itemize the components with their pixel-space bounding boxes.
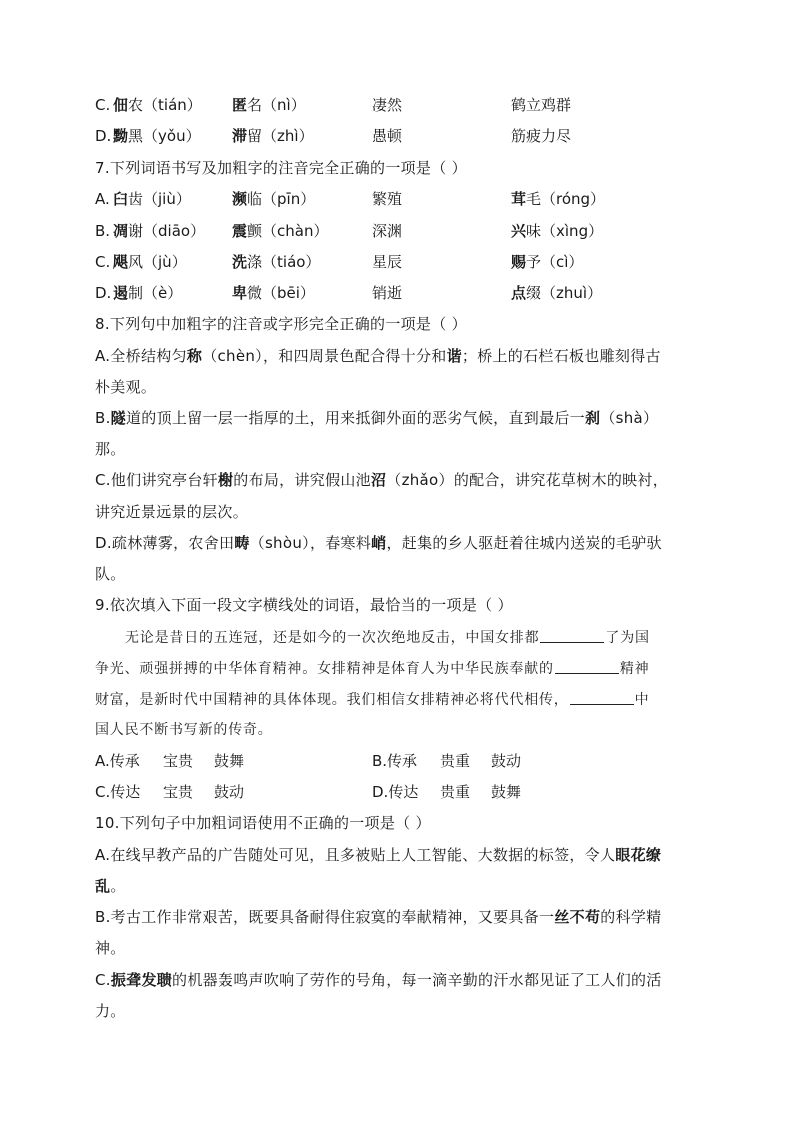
bold-char: 黝 — [113, 127, 129, 145]
bold-char: 凋 — [113, 222, 129, 240]
q10-option-b-cont: 神。 — [95, 939, 126, 957]
q9-stem: 9.依次填入下面一段文字横线处的词语，最恰当的一项是（ ） — [95, 596, 513, 614]
q8-option-d-cont: 队。 — [95, 565, 126, 583]
fill-blank — [570, 690, 634, 705]
bold-char: 匿 — [232, 96, 248, 114]
passage-line: 国人民不断书写新的传奇。 — [95, 722, 273, 738]
passage-line: 财富，是新时代中国精神的具体体现。我们相信女排精神必将代代相传， 中 — [95, 692, 650, 708]
bold-char: 卑 — [232, 284, 248, 302]
q8-option-b-cont: 那。 — [95, 440, 126, 458]
q8-stem: 8.下列句中加粗字的注音或字形完全正确的一项是（ ） — [95, 315, 467, 333]
bold-char: 畴 — [234, 534, 250, 552]
bold-phrase: 乱 — [95, 877, 111, 895]
q8-option-b: B.隧道的顶上留一层一指厚的土，用来抵御外面的恶劣气候，直到最后一刹（shà） — [95, 409, 659, 427]
bold-char: 峭 — [371, 534, 387, 552]
exam-page: C. 佃农（tián） 匿名（nì） 凄然 鹤立鸡群 D. 黝黑（yǒu） 滞留（zhì） 愚顿 筋疲力尽 7.下列词语书写及加粗字的注音完全正确的一项是（ ） A. 臼齿（jiù） 濒临（pīn） 繁殖 茸毛（róng） B. 凋谢（diāo） 震颤（chàn） 深渊 兴味（xìng） C. 飓风（jù） 洗涤（tiáo） 星辰 赐予（cì） D. 遏制（è） 卑微（bēi） 销逝 点缀（zhuì） 8.下列句中加粗字的注音或字形完全正确的一项是（ ） A.全桥结构匀称（chèn），和四周景色配合得十分和谐；桥上的石栏石板也雕刻得古 朴美观。 B.隧道的顶上留一层一指厚的土，用来抵御外面的恶劣气候，直到最后一刹（shà） 那。 C.他们讲究亭台轩榭的布局，讲究假山池沼（zhǎo）的配合，讲究花草树木的映衬， 讲究近景远景的层次。 D.疏林薄雾，农舍田畴（shòu），春寒料峭，赶集的乡人驱赶着往城内送炭的毛驴驮 队。 9.依次填入下面一段文字横线处的词语，最恰当的一项是（ ） 无论是昔日的五连冠，还是如今的一次次绝地反击，中国女排都 了为国 争光、顽强拼搏的中华体育精神。女排精神是体育人为中华民族奉献的 精神 财富，是新时代中国精神的具体体现。我们相信女排精神必将代代相传， 中 国人民不断书写新的传奇。 A.传承 宝贵 鼓舞 B.传承 贵重 鼓动 C.传达 宝贵 鼓动 D.传达 贵重 鼓舞 10.下列句子中加粗词语使用不正确的一项是（ ） A.在线早教产品的广告随处可见，且多被贴上人工智能、大数据的标签，令人眼花缭 乱。 B.考古工作非常艰苦，既要具备耐得住寂寞的奉献精神，又要具备一丝不苟的科学精 神。 C.振聋发聩的机器轰鸣声吹响了劳作的号角，每一滴辛勤的汗水都见证了工人们的活 力。 — [95, 96, 669, 1020]
bold-char: 洗 — [232, 253, 248, 271]
bold-char: 遏 — [113, 284, 129, 302]
bold-char: 称 — [186, 347, 203, 365]
q8-option-c: C.他们讲究亭台轩榭的布局，讲究假山池沼（zhǎo）的配合，讲究花草树木的映衬， — [95, 471, 669, 489]
bold-char: 谐 — [446, 347, 462, 365]
q10-option-a-cont: 乱。 — [95, 877, 126, 895]
q8-option-a-cont: 朴美观。 — [95, 378, 157, 396]
q10-stem: 10.下列句子中加粗词语使用不正确的一项是（ ） — [95, 814, 431, 832]
bold-char: 震 — [232, 222, 248, 240]
bold-char: 滞 — [232, 127, 248, 145]
q7-stem: 7.下列词语书写及加粗字的注音完全正确的一项是（ ） — [95, 159, 467, 177]
fill-blank — [540, 628, 604, 643]
q8-option-d: D.疏林薄雾，农舍田畴（shòu），春寒料峭，赶集的乡人驱赶着往城内送炭的毛驴驮 — [95, 534, 662, 552]
bold-char: 榭 — [217, 471, 234, 489]
q10-option-b: B.考古工作非常艰苦，既要具备耐得住寂寞的奉献精神，又要具备一丝不苟的科学精 — [95, 908, 662, 926]
passage-line: 争光、顽强拼搏的中华体育精神。女排精神是体育人为中华民族奉献的 精神 — [95, 661, 650, 677]
bold-char: 濒 — [232, 190, 248, 208]
bold-phrase: 丝不苟 — [554, 908, 601, 926]
q10-option-c: C.振聋发聩的机器轰鸣声吹响了劳作的号角，每一滴辛勤的汗水都见证了工人们的活 — [95, 971, 662, 989]
bold-char: 佃 — [113, 96, 129, 114]
bold-char: 点 — [511, 284, 527, 302]
bold-char: 茸 — [511, 190, 527, 208]
q10-option-c-cont: 力。 — [95, 1002, 126, 1020]
bold-char: 沼 — [370, 471, 387, 489]
passage-line: 无论是昔日的五连冠，还是如今的一次次绝地反击，中国女排都 了为国 — [125, 630, 650, 646]
bold-phrase: 眼花缭 — [615, 846, 662, 864]
bold-char: 臼 — [113, 190, 129, 208]
bold-char: 刹 — [585, 409, 601, 427]
fill-blank — [555, 659, 619, 674]
bold-char: 飓 — [113, 253, 129, 271]
q8-option-c-cont: 讲究近景远景的层次。 — [95, 503, 249, 521]
q10-option-a: A.在线早教产品的广告随处可见，且多被贴上人工智能、大数据的标签，令人眼花缭 — [95, 846, 662, 864]
bold-phrase: 振聋发聩 — [110, 971, 173, 989]
bold-char: 赐 — [511, 253, 527, 271]
bold-char: 兴 — [511, 222, 527, 240]
bold-char: 隧 — [110, 409, 126, 427]
q8-option-a: A.全桥结构匀称（chèn），和四周景色配合得十分和谐；桥上的石栏石板也雕刻得古 — [95, 347, 661, 365]
